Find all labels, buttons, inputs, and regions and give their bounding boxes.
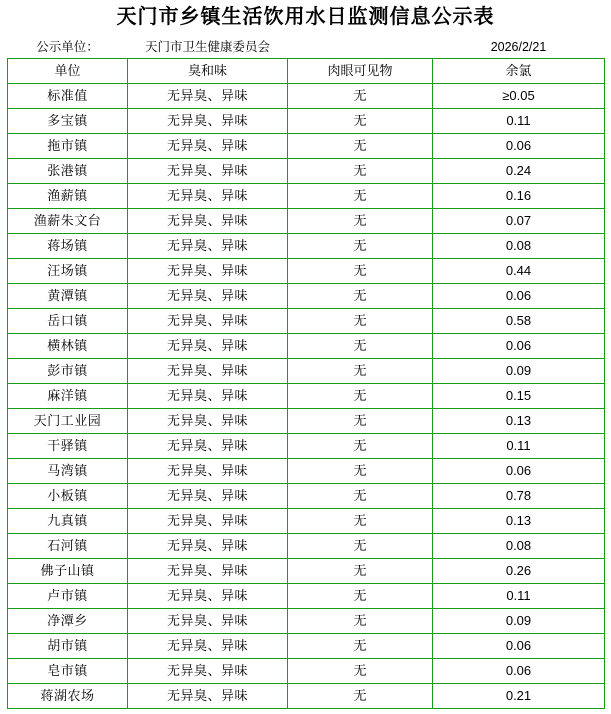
cell-visible-matter: 无 <box>288 359 433 384</box>
table-row <box>8 259 605 284</box>
header-odor: 臭和味 <box>128 59 288 84</box>
cell-odor: 无异臭、异味 <box>128 359 288 384</box>
standard-value-row <box>8 84 605 109</box>
table-header-row <box>8 59 605 84</box>
cell-odor: 无异臭、异味 <box>128 234 288 259</box>
cell-residual-chlorine: 0.09 <box>433 359 605 384</box>
cell-odor: 无异臭、异味 <box>128 309 288 334</box>
standard-odor: 无异臭、异味 <box>128 84 288 109</box>
cell-unit-name: 卢市镇 <box>8 584 128 609</box>
cell-residual-chlorine: 0.78 <box>433 484 605 509</box>
table-row <box>8 234 605 259</box>
cell-unit-name: 麻洋镇 <box>8 384 128 409</box>
cell-unit-name: 净潭乡 <box>8 609 128 634</box>
cell-odor: 无异臭、异味 <box>128 584 288 609</box>
cell-residual-chlorine: 0.26 <box>433 559 605 584</box>
cell-unit-name: 胡市镇 <box>8 634 128 659</box>
table-row <box>8 109 605 134</box>
cell-residual-chlorine: 0.06 <box>433 284 605 309</box>
cell-odor: 无异臭、异味 <box>128 109 288 134</box>
water-monitoring-table <box>7 36 605 709</box>
cell-visible-matter: 无 <box>288 109 433 134</box>
standard-visible: 无 <box>288 84 433 109</box>
standard-chlorine: ≥0.05 <box>433 84 605 109</box>
cell-unit-name: 小板镇 <box>8 484 128 509</box>
cell-odor: 无异臭、异味 <box>128 459 288 484</box>
table-row <box>8 609 605 634</box>
page-title: 天门市乡镇生活饮用水日监测信息公示表 <box>116 6 495 28</box>
cell-residual-chlorine: 0.44 <box>433 259 605 284</box>
table-row <box>8 509 605 534</box>
cell-residual-chlorine: 0.24 <box>433 159 605 184</box>
cell-odor: 无异臭、异味 <box>128 434 288 459</box>
cell-visible-matter: 无 <box>288 234 433 259</box>
table-row <box>8 384 605 409</box>
cell-residual-chlorine: 0.08 <box>433 234 605 259</box>
cell-unit-name: 蒋场镇 <box>8 234 128 259</box>
cell-visible-matter: 无 <box>288 584 433 609</box>
cell-odor: 无异臭、异味 <box>128 284 288 309</box>
cell-odor: 无异臭、异味 <box>128 509 288 534</box>
cell-visible-matter: 无 <box>288 309 433 334</box>
info-row <box>8 36 605 59</box>
cell-odor: 无异臭、异味 <box>128 484 288 509</box>
table-row <box>8 684 605 709</box>
publisher-label: 公示单位： <box>36 40 99 54</box>
table-row <box>8 334 605 359</box>
table-row <box>8 134 605 159</box>
cell-unit-name: 渔薪朱文台 <box>8 209 128 234</box>
table-row <box>8 184 605 209</box>
cell-visible-matter: 无 <box>288 209 433 234</box>
cell-unit-name: 皂市镇 <box>8 659 128 684</box>
cell-visible-matter: 无 <box>288 159 433 184</box>
cell-unit-name: 横林镇 <box>8 334 128 359</box>
table-row <box>8 459 605 484</box>
info-spacer <box>288 36 433 59</box>
cell-visible-matter: 无 <box>288 659 433 684</box>
cell-residual-chlorine: 0.06 <box>433 134 605 159</box>
cell-visible-matter: 无 <box>288 409 433 434</box>
cell-visible-matter: 无 <box>288 534 433 559</box>
cell-odor: 无异臭、异味 <box>128 209 288 234</box>
cell-odor: 无异臭、异味 <box>128 384 288 409</box>
cell-visible-matter: 无 <box>288 459 433 484</box>
cell-residual-chlorine: 0.06 <box>433 459 605 484</box>
table-body <box>8 36 605 709</box>
cell-residual-chlorine: 0.11 <box>433 109 605 134</box>
cell-residual-chlorine: 0.11 <box>433 434 605 459</box>
header-residual-chlorine: 余氯 <box>433 59 605 84</box>
table-row <box>8 484 605 509</box>
table-row <box>8 409 605 434</box>
table-row <box>8 559 605 584</box>
cell-visible-matter: 无 <box>288 434 433 459</box>
standard-label: 标准值 <box>8 84 128 109</box>
table-row <box>8 584 605 609</box>
cell-unit-name: 蒋湖农场 <box>8 684 128 709</box>
table-row <box>8 634 605 659</box>
cell-unit-name: 张港镇 <box>8 159 128 184</box>
cell-residual-chlorine: 0.58 <box>433 309 605 334</box>
cell-unit-name: 石河镇 <box>8 534 128 559</box>
cell-unit-name: 黄潭镇 <box>8 284 128 309</box>
cell-unit-name: 干驿镇 <box>8 434 128 459</box>
cell-visible-matter: 无 <box>288 334 433 359</box>
cell-residual-chlorine: 0.13 <box>433 509 605 534</box>
cell-residual-chlorine: 0.15 <box>433 384 605 409</box>
cell-visible-matter: 无 <box>288 559 433 584</box>
cell-visible-matter: 无 <box>288 634 433 659</box>
cell-odor: 无异臭、异味 <box>128 634 288 659</box>
cell-odor: 无异臭、异味 <box>128 559 288 584</box>
cell-unit-name: 彭市镇 <box>8 359 128 384</box>
cell-visible-matter: 无 <box>288 509 433 534</box>
cell-visible-matter: 无 <box>288 484 433 509</box>
cell-residual-chlorine: 0.06 <box>433 334 605 359</box>
table-row <box>8 359 605 384</box>
table-row <box>8 209 605 234</box>
cell-residual-chlorine: 0.13 <box>433 409 605 434</box>
cell-odor: 无异臭、异味 <box>128 534 288 559</box>
table-row <box>8 309 605 334</box>
cell-odor: 无异臭、异味 <box>128 409 288 434</box>
cell-odor: 无异臭、异味 <box>128 134 288 159</box>
header-visible-matter: 肉眼可见物 <box>288 59 433 84</box>
cell-unit-name: 拖市镇 <box>8 134 128 159</box>
cell-unit-name: 渔薪镇 <box>8 184 128 209</box>
publish-date: 2026/2/21 <box>490 40 547 54</box>
cell-odor: 无异臭、异味 <box>128 659 288 684</box>
cell-residual-chlorine: 0.16 <box>433 184 605 209</box>
table-row <box>8 284 605 309</box>
cell-odor: 无异臭、异味 <box>128 684 288 709</box>
cell-residual-chlorine: 0.21 <box>433 684 605 709</box>
cell-odor: 无异臭、异味 <box>128 334 288 359</box>
table-row <box>8 434 605 459</box>
cell-visible-matter: 无 <box>288 684 433 709</box>
cell-residual-chlorine: 0.06 <box>433 659 605 684</box>
cell-visible-matter: 无 <box>288 259 433 284</box>
cell-odor: 无异臭、异味 <box>128 159 288 184</box>
publisher-name: 天门市卫生健康委员会 <box>144 40 270 54</box>
cell-visible-matter: 无 <box>288 609 433 634</box>
cell-odor: 无异臭、异味 <box>128 259 288 284</box>
table-row <box>8 534 605 559</box>
cell-unit-name: 九真镇 <box>8 509 128 534</box>
cell-unit-name: 多宝镇 <box>8 109 128 134</box>
header-unit: 单位 <box>8 59 128 84</box>
cell-residual-chlorine: 0.08 <box>433 534 605 559</box>
cell-residual-chlorine: 0.09 <box>433 609 605 634</box>
cell-unit-name: 马湾镇 <box>8 459 128 484</box>
cell-unit-name: 岳口镇 <box>8 309 128 334</box>
cell-odor: 无异臭、异味 <box>128 184 288 209</box>
table-row <box>8 159 605 184</box>
table-row <box>8 659 605 684</box>
cell-residual-chlorine: 0.06 <box>433 634 605 659</box>
cell-visible-matter: 无 <box>288 134 433 159</box>
cell-unit-name: 天门工业园 <box>8 409 128 434</box>
cell-residual-chlorine: 0.07 <box>433 209 605 234</box>
cell-residual-chlorine: 0.11 <box>433 584 605 609</box>
cell-unit-name: 佛子山镇 <box>8 559 128 584</box>
cell-unit-name: 汪场镇 <box>8 259 128 284</box>
cell-odor: 无异臭、异味 <box>128 609 288 634</box>
cell-visible-matter: 无 <box>288 284 433 309</box>
cell-visible-matter: 无 <box>288 184 433 209</box>
cell-visible-matter: 无 <box>288 384 433 409</box>
